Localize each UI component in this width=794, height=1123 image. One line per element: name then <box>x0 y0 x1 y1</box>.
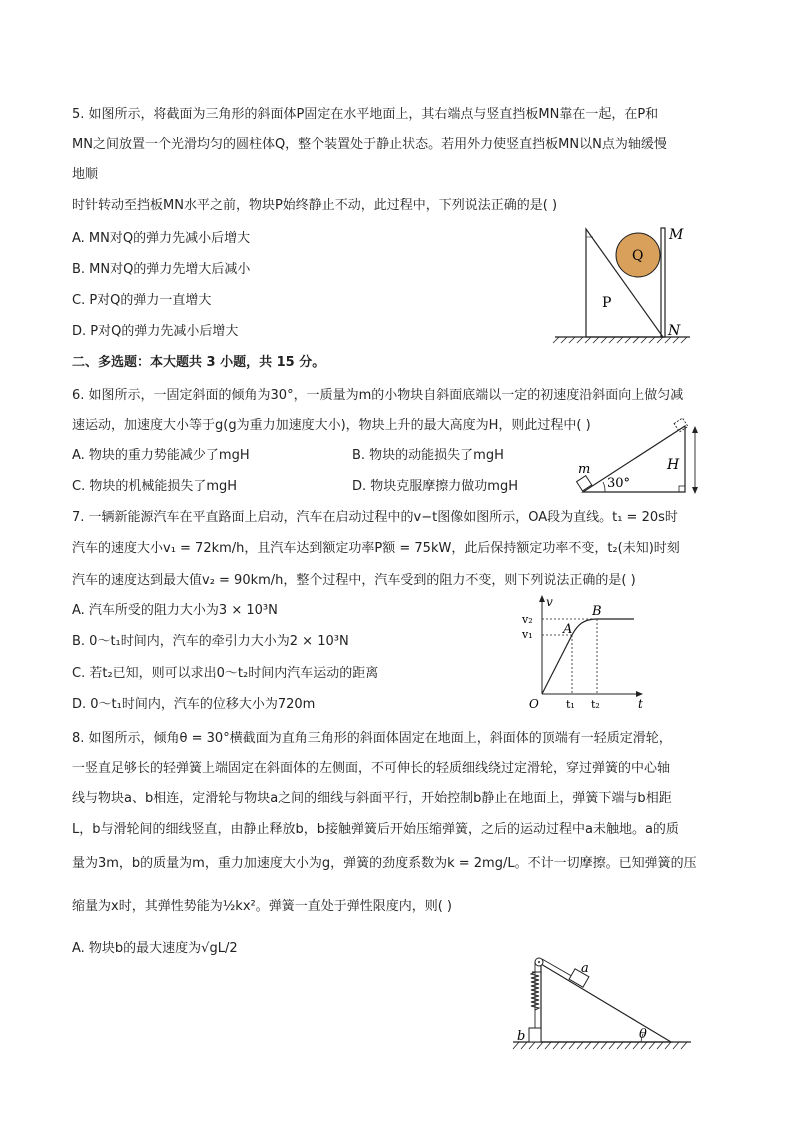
tick-t2: t₂ <box>591 698 600 711</box>
q8-line-1: 8. 如图所示，倾角θ = 30°横截面为直角三角形的斜面体固定在地面上，斜面体的顶端有一轻质定滑轮， <box>72 731 672 746</box>
label-m: m <box>578 462 591 477</box>
label-n: N <box>668 323 681 339</box>
q5-line-3: 地顺 <box>72 167 99 182</box>
q8-line-4: L，b与滑轮间的细线竖直，由静止释放b，b接触弹簧后开始压缩弹簧，之后的运动过程中a未触地。a的质 <box>72 822 679 837</box>
baffle-mn <box>661 228 665 337</box>
segment-oa <box>542 635 572 694</box>
section-title: 二、多选题：本大题共 3 小题，共 15 分。 <box>72 355 326 370</box>
q7-option-a: A. 汽车所受的阻力大小为3 × 10³N <box>72 603 278 618</box>
block-top-dashed <box>674 418 688 432</box>
label-p: P <box>602 295 612 311</box>
q6-line-2: 速运动，加速度大小等于g(g为重力加速度大小)，物块上升的最大高度为H，则此过程中( ) <box>72 418 591 433</box>
q8-option-a: A. 物块b的最大速度为√gL/2 <box>72 941 238 956</box>
q7-vt-graph <box>522 592 652 710</box>
q7-line-2: 汽车的速度大小v₁ = 72km/h，且汽车达到额定功率P额 = 75kW，此后保持额定功率不变，t₂(未知)时刻 <box>72 541 680 556</box>
q6-option-c: C. 物块的机械能损失了mgH <box>72 479 238 494</box>
tick-v1: v₁ <box>522 628 533 641</box>
q8-line-5: 量为3m，b的质量为m，重力加速度大小为g，弹簧的劲度系数为k = 2mg/L。不计一切摩擦。已知弹簧的压 <box>72 856 697 871</box>
label-q: Q <box>632 248 644 264</box>
q5-line-4: 时针转动至挡板MN水平之前，物块P始终静止不动，此过程中，下列说法正确的是( ) <box>72 198 558 213</box>
q7-line-1: 7. 一辆新能源汽车在平直路面上启动，汽车在启动过程中的v−t图像如图所示，OA段为直线。t₁ = 20s时 <box>72 510 678 525</box>
q5-figure <box>555 225 695 345</box>
label-h: H <box>667 457 680 473</box>
tick-v2: v₂ <box>522 613 533 626</box>
q5-option-d: D. P对Q的弹力先减小后增大 <box>72 324 239 339</box>
incline-body <box>541 964 671 1042</box>
curve-ab <box>572 619 634 635</box>
tick-t1: t₁ <box>566 698 575 711</box>
origin-o: O <box>529 697 539 711</box>
q6-option-d: D. 物块克服摩擦力做功mgH <box>352 479 518 494</box>
q8-line-6: 缩量为x时，其弹性势能为½kx²。弹簧一直处于弹性限度内，则( ) <box>72 899 453 914</box>
axis-t: t <box>638 697 643 711</box>
q6-option-a: A. 物块的重力势能减少了mgH <box>72 448 250 463</box>
block-bottom <box>577 476 592 491</box>
q6-figure <box>575 416 705 496</box>
q8-line-3: 线与物块a、b相连，定滑轮与物块a之间的细线与斜面平行，开始控制b静止在地面上，弹簧下端与b相距 <box>72 791 672 806</box>
q7-option-b: B. 0～t₁时间内，汽车的牵引力大小为2 × 10³N <box>72 634 349 649</box>
q5-option-b: B. MN对Q的弹力先增大后减小 <box>72 262 251 277</box>
q8-line-2: 一竖直足够长的轻弹簧上端固定在斜面体的左侧面，不可伸长的轻质细线绕过定滑轮，穿过弹簧的中心轴 <box>72 761 671 776</box>
label-angle: 30° <box>607 476 631 491</box>
label-theta: θ <box>639 1027 647 1042</box>
q7-option-c: C. 若t₂已知，则可以求出0～t₂时间内汽车运动的距离 <box>72 666 379 681</box>
q5-line-1: 5. 如图所示，将截面为三角形的斜面体P固定在水平地面上，其右端点与竖直挡板MN靠在一起，在P和 <box>72 107 659 122</box>
block-b <box>529 1028 541 1042</box>
q7-option-d: D. 0～t₁时间内，汽车的位移大小为720m <box>72 697 316 712</box>
label-b: b <box>517 1029 526 1044</box>
point-a: A <box>563 622 573 637</box>
q6-line-1: 6. 如图所示，一固定斜面的倾角为30°，一质量为m的小物块自斜面底端以一定的初速度沿斜面向上做匀减 <box>72 388 684 403</box>
q6-option-b: B. 物块的动能损失了mgH <box>352 448 504 463</box>
point-b: B <box>592 604 602 619</box>
axis-v: v <box>546 595 553 609</box>
q7-line-3: 汽车的速度达到最大值v₂ = 90km/h，整个过程中，汽车受到的阻力不变，则下列说法正确的是( ) <box>72 573 636 588</box>
label-m: M <box>669 227 684 243</box>
q5-option-c: C. P对Q的弹力一直增大 <box>72 293 212 308</box>
q5-line-2: MN之间放置一个光滑均匀的圆柱体Q，整个装置处于静止状态。若用外力使竖直挡板MN以N点为轴缓慢 <box>72 137 667 152</box>
q5-option-a: A. MN对Q的弹力先减小后增大 <box>72 231 251 246</box>
label-a: a <box>581 961 589 976</box>
q8-figure <box>513 950 693 1055</box>
